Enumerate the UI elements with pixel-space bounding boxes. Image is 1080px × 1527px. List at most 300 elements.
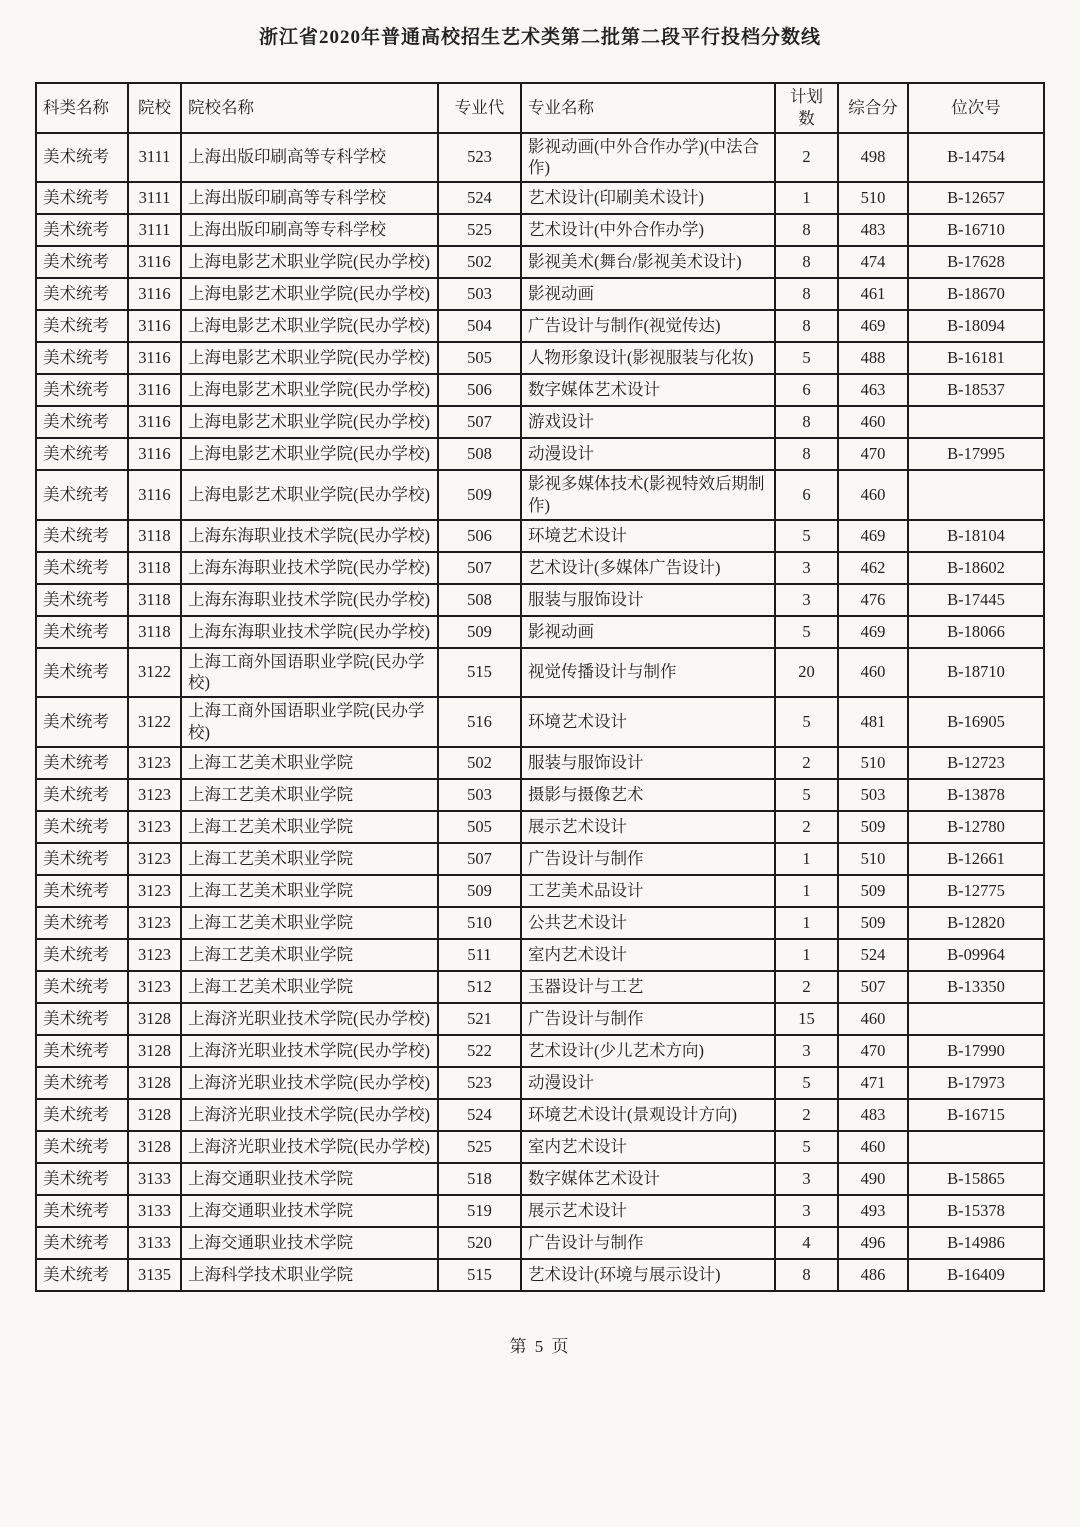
cell-school-code: 3116	[128, 278, 181, 310]
cell-category: 美术统考	[36, 907, 128, 939]
cell-rank-number: B-17445	[908, 584, 1044, 616]
cell-major-code: 506	[438, 520, 521, 552]
cell-rank-number: B-12661	[908, 843, 1044, 875]
cell-major-name: 环境艺术设计(景观设计方向)	[521, 1099, 775, 1131]
cell-category: 美术统考	[36, 1195, 128, 1227]
cell-major-code: 510	[438, 907, 521, 939]
cell-plan-count: 1	[775, 907, 838, 939]
table-row	[36, 1259, 1044, 1291]
cell-composite-score: 483	[838, 1099, 908, 1131]
cell-rank-number: B-12775	[908, 875, 1044, 907]
cell-composite-score: 461	[838, 278, 908, 310]
cell-major-code: 511	[438, 939, 521, 971]
cell-school-name: 上海工艺美术职业学院	[181, 971, 438, 1003]
cell-school-code: 3111	[128, 133, 181, 183]
cell-school-name: 上海济光职业技术学院(民办学校)	[181, 1003, 438, 1035]
cell-rank-number: B-16409	[908, 1259, 1044, 1291]
header-category: 科类名称	[36, 83, 128, 133]
cell-plan-count: 2	[775, 811, 838, 843]
cell-major-code: 505	[438, 811, 521, 843]
cell-major-code: 509	[438, 470, 521, 520]
cell-category: 美术统考	[36, 438, 128, 470]
cell-composite-score: 460	[838, 406, 908, 438]
cell-composite-score: 470	[838, 438, 908, 470]
cell-school-code: 3135	[128, 1259, 181, 1291]
cell-school-code: 3116	[128, 470, 181, 520]
cell-major-code: 518	[438, 1163, 521, 1195]
cell-major-name: 数字媒体艺术设计	[521, 1163, 775, 1195]
cell-plan-count: 6	[775, 470, 838, 520]
cell-major-code: 507	[438, 406, 521, 438]
cell-composite-score: 509	[838, 811, 908, 843]
cell-major-name: 环境艺术设计	[521, 697, 775, 747]
cell-rank-number: B-17628	[908, 246, 1044, 278]
cell-school-name: 上海交通职业技术学院	[181, 1195, 438, 1227]
cell-school-name: 上海济光职业技术学院(民办学校)	[181, 1035, 438, 1067]
cell-school-name: 上海科学技术职业学院	[181, 1259, 438, 1291]
cell-rank-number: B-17973	[908, 1067, 1044, 1099]
cell-rank-number: B-16710	[908, 214, 1044, 246]
cell-major-code: 525	[438, 1131, 521, 1163]
page-number: 第 5 页	[509, 1336, 571, 1356]
cell-category: 美术统考	[36, 470, 128, 520]
cell-school-name: 上海出版印刷高等专科学校	[181, 214, 438, 246]
cell-rank-number: B-18104	[908, 520, 1044, 552]
cell-category: 美术统考	[36, 648, 128, 698]
cell-school-code: 3116	[128, 374, 181, 406]
cell-composite-score: 524	[838, 939, 908, 971]
cell-composite-score: 462	[838, 552, 908, 584]
cell-school-code: 3118	[128, 584, 181, 616]
cell-school-code: 3123	[128, 779, 181, 811]
cell-school-code: 3128	[128, 1003, 181, 1035]
cell-school-code: 3128	[128, 1035, 181, 1067]
cell-composite-score: 498	[838, 133, 908, 183]
cell-school-name: 上海工艺美术职业学院	[181, 907, 438, 939]
cell-rank-number	[908, 470, 1044, 520]
cell-school-code: 3123	[128, 971, 181, 1003]
cell-major-code: 509	[438, 875, 521, 907]
cell-school-code: 3116	[128, 342, 181, 374]
cell-school-code: 3128	[128, 1131, 181, 1163]
cell-rank-number: B-14754	[908, 133, 1044, 183]
cell-composite-score: 496	[838, 1227, 908, 1259]
cell-plan-count: 3	[775, 1163, 838, 1195]
cell-category: 美术统考	[36, 552, 128, 584]
cell-plan-count: 2	[775, 1099, 838, 1131]
cell-plan-count: 3	[775, 584, 838, 616]
cell-rank-number: B-15378	[908, 1195, 1044, 1227]
cell-school-name: 上海交通职业技术学院	[181, 1227, 438, 1259]
cell-school-name: 上海工艺美术职业学院	[181, 939, 438, 971]
cell-plan-count: 8	[775, 246, 838, 278]
cell-composite-score: 469	[838, 616, 908, 648]
cell-composite-score: 488	[838, 342, 908, 374]
table-row	[36, 875, 1044, 907]
cell-plan-count: 5	[775, 1067, 838, 1099]
table-row	[36, 697, 1044, 747]
cell-composite-score: 509	[838, 875, 908, 907]
cell-major-name: 视觉传播设计与制作	[521, 648, 775, 698]
table-row	[36, 438, 1044, 470]
cell-major-name: 游戏设计	[521, 406, 775, 438]
cell-plan-count: 8	[775, 278, 838, 310]
table-row	[36, 406, 1044, 438]
cell-plan-count: 2	[775, 133, 838, 183]
cell-school-name: 上海工艺美术职业学院	[181, 747, 438, 779]
cell-rank-number: B-18537	[908, 374, 1044, 406]
cell-school-code: 3123	[128, 907, 181, 939]
cell-major-name: 动漫设计	[521, 438, 775, 470]
cell-composite-score: 474	[838, 246, 908, 278]
cell-major-name: 影视动画(中外合作办学)(中法合作)	[521, 133, 775, 183]
cell-plan-count: 1	[775, 875, 838, 907]
cell-composite-score: 481	[838, 697, 908, 747]
cell-major-name: 动漫设计	[521, 1067, 775, 1099]
table-row	[36, 939, 1044, 971]
cell-composite-score: 463	[838, 374, 908, 406]
cell-school-code: 3118	[128, 520, 181, 552]
table-row	[36, 1003, 1044, 1035]
cell-plan-count: 5	[775, 342, 838, 374]
cell-plan-count: 5	[775, 697, 838, 747]
cell-school-name: 上海出版印刷高等专科学校	[181, 182, 438, 214]
cell-category: 美术统考	[36, 342, 128, 374]
cell-school-code: 3122	[128, 648, 181, 698]
table-row	[36, 971, 1044, 1003]
cell-category: 美术统考	[36, 1035, 128, 1067]
cell-school-code: 3123	[128, 939, 181, 971]
cell-major-name: 展示艺术设计	[521, 811, 775, 843]
table-row	[36, 584, 1044, 616]
cell-rank-number	[908, 1131, 1044, 1163]
cell-school-name: 上海工艺美术职业学院	[181, 779, 438, 811]
cell-major-name: 广告设计与制作	[521, 843, 775, 875]
cell-composite-score: 509	[838, 907, 908, 939]
cell-school-name: 上海工艺美术职业学院	[181, 875, 438, 907]
cell-major-name: 摄影与摄像艺术	[521, 779, 775, 811]
cell-major-name: 广告设计与制作	[521, 1003, 775, 1035]
cell-plan-count: 2	[775, 747, 838, 779]
cell-category: 美术统考	[36, 214, 128, 246]
table-row	[36, 779, 1044, 811]
cell-category: 美术统考	[36, 779, 128, 811]
cell-major-name: 展示艺术设计	[521, 1195, 775, 1227]
cell-composite-score: 490	[838, 1163, 908, 1195]
cell-category: 美术统考	[36, 1227, 128, 1259]
cell-composite-score: 503	[838, 779, 908, 811]
cell-school-name: 上海电影艺术职业学院(民办学校)	[181, 342, 438, 374]
cell-rank-number: B-17995	[908, 438, 1044, 470]
cell-rank-number	[908, 1003, 1044, 1035]
cell-category: 美术统考	[36, 520, 128, 552]
cell-plan-count: 8	[775, 438, 838, 470]
table-row	[36, 1067, 1044, 1099]
cell-school-code: 3122	[128, 697, 181, 747]
header-row	[36, 83, 1044, 133]
cell-major-code: 522	[438, 1035, 521, 1067]
cell-school-name: 上海出版印刷高等专科学校	[181, 133, 438, 183]
cell-rank-number: B-12820	[908, 907, 1044, 939]
table-row	[36, 1163, 1044, 1195]
cell-category: 美术统考	[36, 182, 128, 214]
cell-school-name: 上海东海职业技术学院(民办学校)	[181, 584, 438, 616]
cell-school-code: 3118	[128, 552, 181, 584]
cell-school-code: 3123	[128, 747, 181, 779]
cell-major-code: 523	[438, 133, 521, 183]
table-row	[36, 1227, 1044, 1259]
cell-school-name: 上海电影艺术职业学院(民办学校)	[181, 438, 438, 470]
cell-rank-number: B-16905	[908, 697, 1044, 747]
cell-rank-number: B-18670	[908, 278, 1044, 310]
cell-rank-number: B-12657	[908, 182, 1044, 214]
cell-category: 美术统考	[36, 584, 128, 616]
cell-major-code: 515	[438, 648, 521, 698]
cell-plan-count: 3	[775, 1195, 838, 1227]
table-row	[36, 552, 1044, 584]
cell-plan-count: 8	[775, 1259, 838, 1291]
cell-category: 美术统考	[36, 875, 128, 907]
cell-plan-count: 5	[775, 520, 838, 552]
cell-composite-score: 469	[838, 520, 908, 552]
cell-composite-score: 486	[838, 1259, 908, 1291]
cell-composite-score: 460	[838, 648, 908, 698]
table-row	[36, 1099, 1044, 1131]
table-body	[36, 133, 1044, 1291]
cell-school-code: 3111	[128, 182, 181, 214]
cell-school-code: 3116	[128, 246, 181, 278]
cell-composite-score: 460	[838, 470, 908, 520]
cell-plan-count: 1	[775, 843, 838, 875]
cell-category: 美术统考	[36, 406, 128, 438]
cell-category: 美术统考	[36, 697, 128, 747]
cell-major-code: 508	[438, 438, 521, 470]
cell-school-code: 3128	[128, 1067, 181, 1099]
cell-plan-count: 3	[775, 552, 838, 584]
cell-plan-count: 1	[775, 182, 838, 214]
cell-school-name: 上海电影艺术职业学院(民办学校)	[181, 374, 438, 406]
table-row	[36, 246, 1044, 278]
table-row	[36, 278, 1044, 310]
cell-category: 美术统考	[36, 246, 128, 278]
cell-plan-count: 8	[775, 406, 838, 438]
cell-composite-score: 469	[838, 310, 908, 342]
cell-major-name: 艺术设计(环境与展示设计)	[521, 1259, 775, 1291]
cell-major-code: 505	[438, 342, 521, 374]
cell-category: 美术统考	[36, 1131, 128, 1163]
cell-plan-count: 15	[775, 1003, 838, 1035]
cell-rank-number: B-14986	[908, 1227, 1044, 1259]
cell-plan-count: 5	[775, 779, 838, 811]
cell-composite-score: 510	[838, 747, 908, 779]
cell-category: 美术统考	[36, 843, 128, 875]
header-major-code: 专业代	[438, 83, 521, 133]
cell-category: 美术统考	[36, 1099, 128, 1131]
cell-composite-score: 483	[838, 214, 908, 246]
cell-major-name: 公共艺术设计	[521, 907, 775, 939]
cell-category: 美术统考	[36, 374, 128, 406]
table-row	[36, 843, 1044, 875]
cell-rank-number: B-16715	[908, 1099, 1044, 1131]
cell-category: 美术统考	[36, 1067, 128, 1099]
cell-school-code: 3133	[128, 1163, 181, 1195]
cell-category: 美术统考	[36, 1163, 128, 1195]
cell-major-code: 512	[438, 971, 521, 1003]
cell-school-code: 3111	[128, 214, 181, 246]
cell-major-name: 服装与服饰设计	[521, 747, 775, 779]
cell-major-code: 503	[438, 278, 521, 310]
header-composite-score: 综合分	[838, 83, 908, 133]
cell-rank-number: B-12780	[908, 811, 1044, 843]
cell-school-name: 上海济光职业技术学院(民办学校)	[181, 1099, 438, 1131]
cell-major-name: 影视美术(舞台/影视美术设计)	[521, 246, 775, 278]
cell-major-code: 504	[438, 310, 521, 342]
cell-category: 美术统考	[36, 310, 128, 342]
cell-plan-count: 4	[775, 1227, 838, 1259]
cell-category: 美术统考	[36, 747, 128, 779]
cell-major-code: 515	[438, 1259, 521, 1291]
cell-major-name: 艺术设计(多媒体广告设计)	[521, 552, 775, 584]
cell-plan-count: 1	[775, 939, 838, 971]
scores-table	[35, 82, 1045, 1292]
cell-major-name: 玉器设计与工艺	[521, 971, 775, 1003]
cell-plan-count: 8	[775, 214, 838, 246]
cell-school-name: 上海济光职业技术学院(民办学校)	[181, 1131, 438, 1163]
cell-major-code: 524	[438, 182, 521, 214]
cell-major-name: 艺术设计(少儿艺术方向)	[521, 1035, 775, 1067]
cell-school-code: 3133	[128, 1227, 181, 1259]
cell-major-name: 室内艺术设计	[521, 1131, 775, 1163]
table-row	[36, 1195, 1044, 1227]
page-title: 浙江省2020年普通高校招生艺术类第二批第二段平行投档分数线	[258, 27, 821, 48]
cell-major-code: 502	[438, 246, 521, 278]
cell-school-name: 上海东海职业技术学院(民办学校)	[181, 520, 438, 552]
cell-major-name: 广告设计与制作	[521, 1227, 775, 1259]
cell-rank-number: B-15865	[908, 1163, 1044, 1195]
header-school-name: 院校名称	[181, 83, 438, 133]
cell-rank-number: B-18710	[908, 648, 1044, 698]
cell-school-code: 3116	[128, 438, 181, 470]
table-row	[36, 342, 1044, 374]
cell-major-code: 507	[438, 843, 521, 875]
cell-major-name: 工艺美术品设计	[521, 875, 775, 907]
cell-category: 美术统考	[36, 1259, 128, 1291]
cell-composite-score: 510	[838, 182, 908, 214]
cell-plan-count: 20	[775, 648, 838, 698]
cell-major-code: 509	[438, 616, 521, 648]
cell-composite-score: 460	[838, 1131, 908, 1163]
cell-school-name: 上海东海职业技术学院(民办学校)	[181, 616, 438, 648]
cell-major-code: 525	[438, 214, 521, 246]
table-row	[36, 907, 1044, 939]
cell-school-name: 上海电影艺术职业学院(民办学校)	[181, 470, 438, 520]
cell-major-name: 艺术设计(印刷美术设计)	[521, 182, 775, 214]
cell-rank-number: B-09964	[908, 939, 1044, 971]
cell-school-name: 上海电影艺术职业学院(民办学校)	[181, 278, 438, 310]
table-row	[36, 1035, 1044, 1067]
table-row	[36, 214, 1044, 246]
cell-major-name: 影视动画	[521, 278, 775, 310]
table-row	[36, 616, 1044, 648]
cell-major-name: 影视动画	[521, 616, 775, 648]
cell-major-code: 524	[438, 1099, 521, 1131]
cell-rank-number	[908, 406, 1044, 438]
cell-school-code: 3123	[128, 811, 181, 843]
cell-school-name: 上海电影艺术职业学院(民办学校)	[181, 246, 438, 278]
cell-category: 美术统考	[36, 278, 128, 310]
cell-major-name: 艺术设计(中外合作办学)	[521, 214, 775, 246]
cell-major-code: 520	[438, 1227, 521, 1259]
cell-major-code: 519	[438, 1195, 521, 1227]
table-row	[36, 811, 1044, 843]
cell-major-name: 室内艺术设计	[521, 939, 775, 971]
header-rank-number: 位次号	[908, 83, 1044, 133]
cell-plan-count: 5	[775, 616, 838, 648]
table-row	[36, 747, 1044, 779]
table-row	[36, 374, 1044, 406]
cell-school-name: 上海电影艺术职业学院(民办学校)	[181, 310, 438, 342]
cell-plan-count: 8	[775, 310, 838, 342]
cell-rank-number: B-18066	[908, 616, 1044, 648]
cell-school-code: 3123	[128, 843, 181, 875]
table-row	[36, 310, 1044, 342]
cell-composite-score: 507	[838, 971, 908, 1003]
cell-composite-score: 460	[838, 1003, 908, 1035]
cell-composite-score: 470	[838, 1035, 908, 1067]
cell-rank-number: B-16181	[908, 342, 1044, 374]
table-row	[36, 182, 1044, 214]
table-row	[36, 520, 1044, 552]
cell-category: 美术统考	[36, 811, 128, 843]
cell-school-code: 3133	[128, 1195, 181, 1227]
cell-rank-number: B-17990	[908, 1035, 1044, 1067]
cell-school-code: 3128	[128, 1099, 181, 1131]
cell-category: 美术统考	[36, 133, 128, 183]
cell-composite-score: 471	[838, 1067, 908, 1099]
cell-school-name: 上海东海职业技术学院(民办学校)	[181, 552, 438, 584]
cell-rank-number: B-18094	[908, 310, 1044, 342]
cell-major-code: 506	[438, 374, 521, 406]
cell-school-code: 3116	[128, 310, 181, 342]
cell-plan-count: 5	[775, 1131, 838, 1163]
cell-school-name: 上海工商外国语职业学院(民办学校)	[181, 697, 438, 747]
cell-major-code: 508	[438, 584, 521, 616]
cell-major-code: 523	[438, 1067, 521, 1099]
cell-school-name: 上海工商外国语职业学院(民办学校)	[181, 648, 438, 698]
cell-major-name: 广告设计与制作(视觉传达)	[521, 310, 775, 342]
cell-school-name: 上海工艺美术职业学院	[181, 811, 438, 843]
cell-major-code: 521	[438, 1003, 521, 1035]
cell-major-code: 516	[438, 697, 521, 747]
cell-rank-number: B-13878	[908, 779, 1044, 811]
cell-composite-score: 476	[838, 584, 908, 616]
cell-rank-number: B-13350	[908, 971, 1044, 1003]
cell-major-name: 人物形象设计(影视服装与化妆)	[521, 342, 775, 374]
cell-major-code: 502	[438, 747, 521, 779]
cell-plan-count: 2	[775, 971, 838, 1003]
cell-school-code: 3118	[128, 616, 181, 648]
cell-plan-count: 3	[775, 1035, 838, 1067]
cell-school-code: 3123	[128, 875, 181, 907]
cell-major-name: 数字媒体艺术设计	[521, 374, 775, 406]
cell-composite-score: 493	[838, 1195, 908, 1227]
cell-major-name: 服装与服饰设计	[521, 584, 775, 616]
cell-plan-count: 6	[775, 374, 838, 406]
cell-rank-number: B-12723	[908, 747, 1044, 779]
header-major-name: 专业名称	[521, 83, 775, 133]
cell-school-name: 上海济光职业技术学院(民办学校)	[181, 1067, 438, 1099]
cell-major-code: 507	[438, 552, 521, 584]
